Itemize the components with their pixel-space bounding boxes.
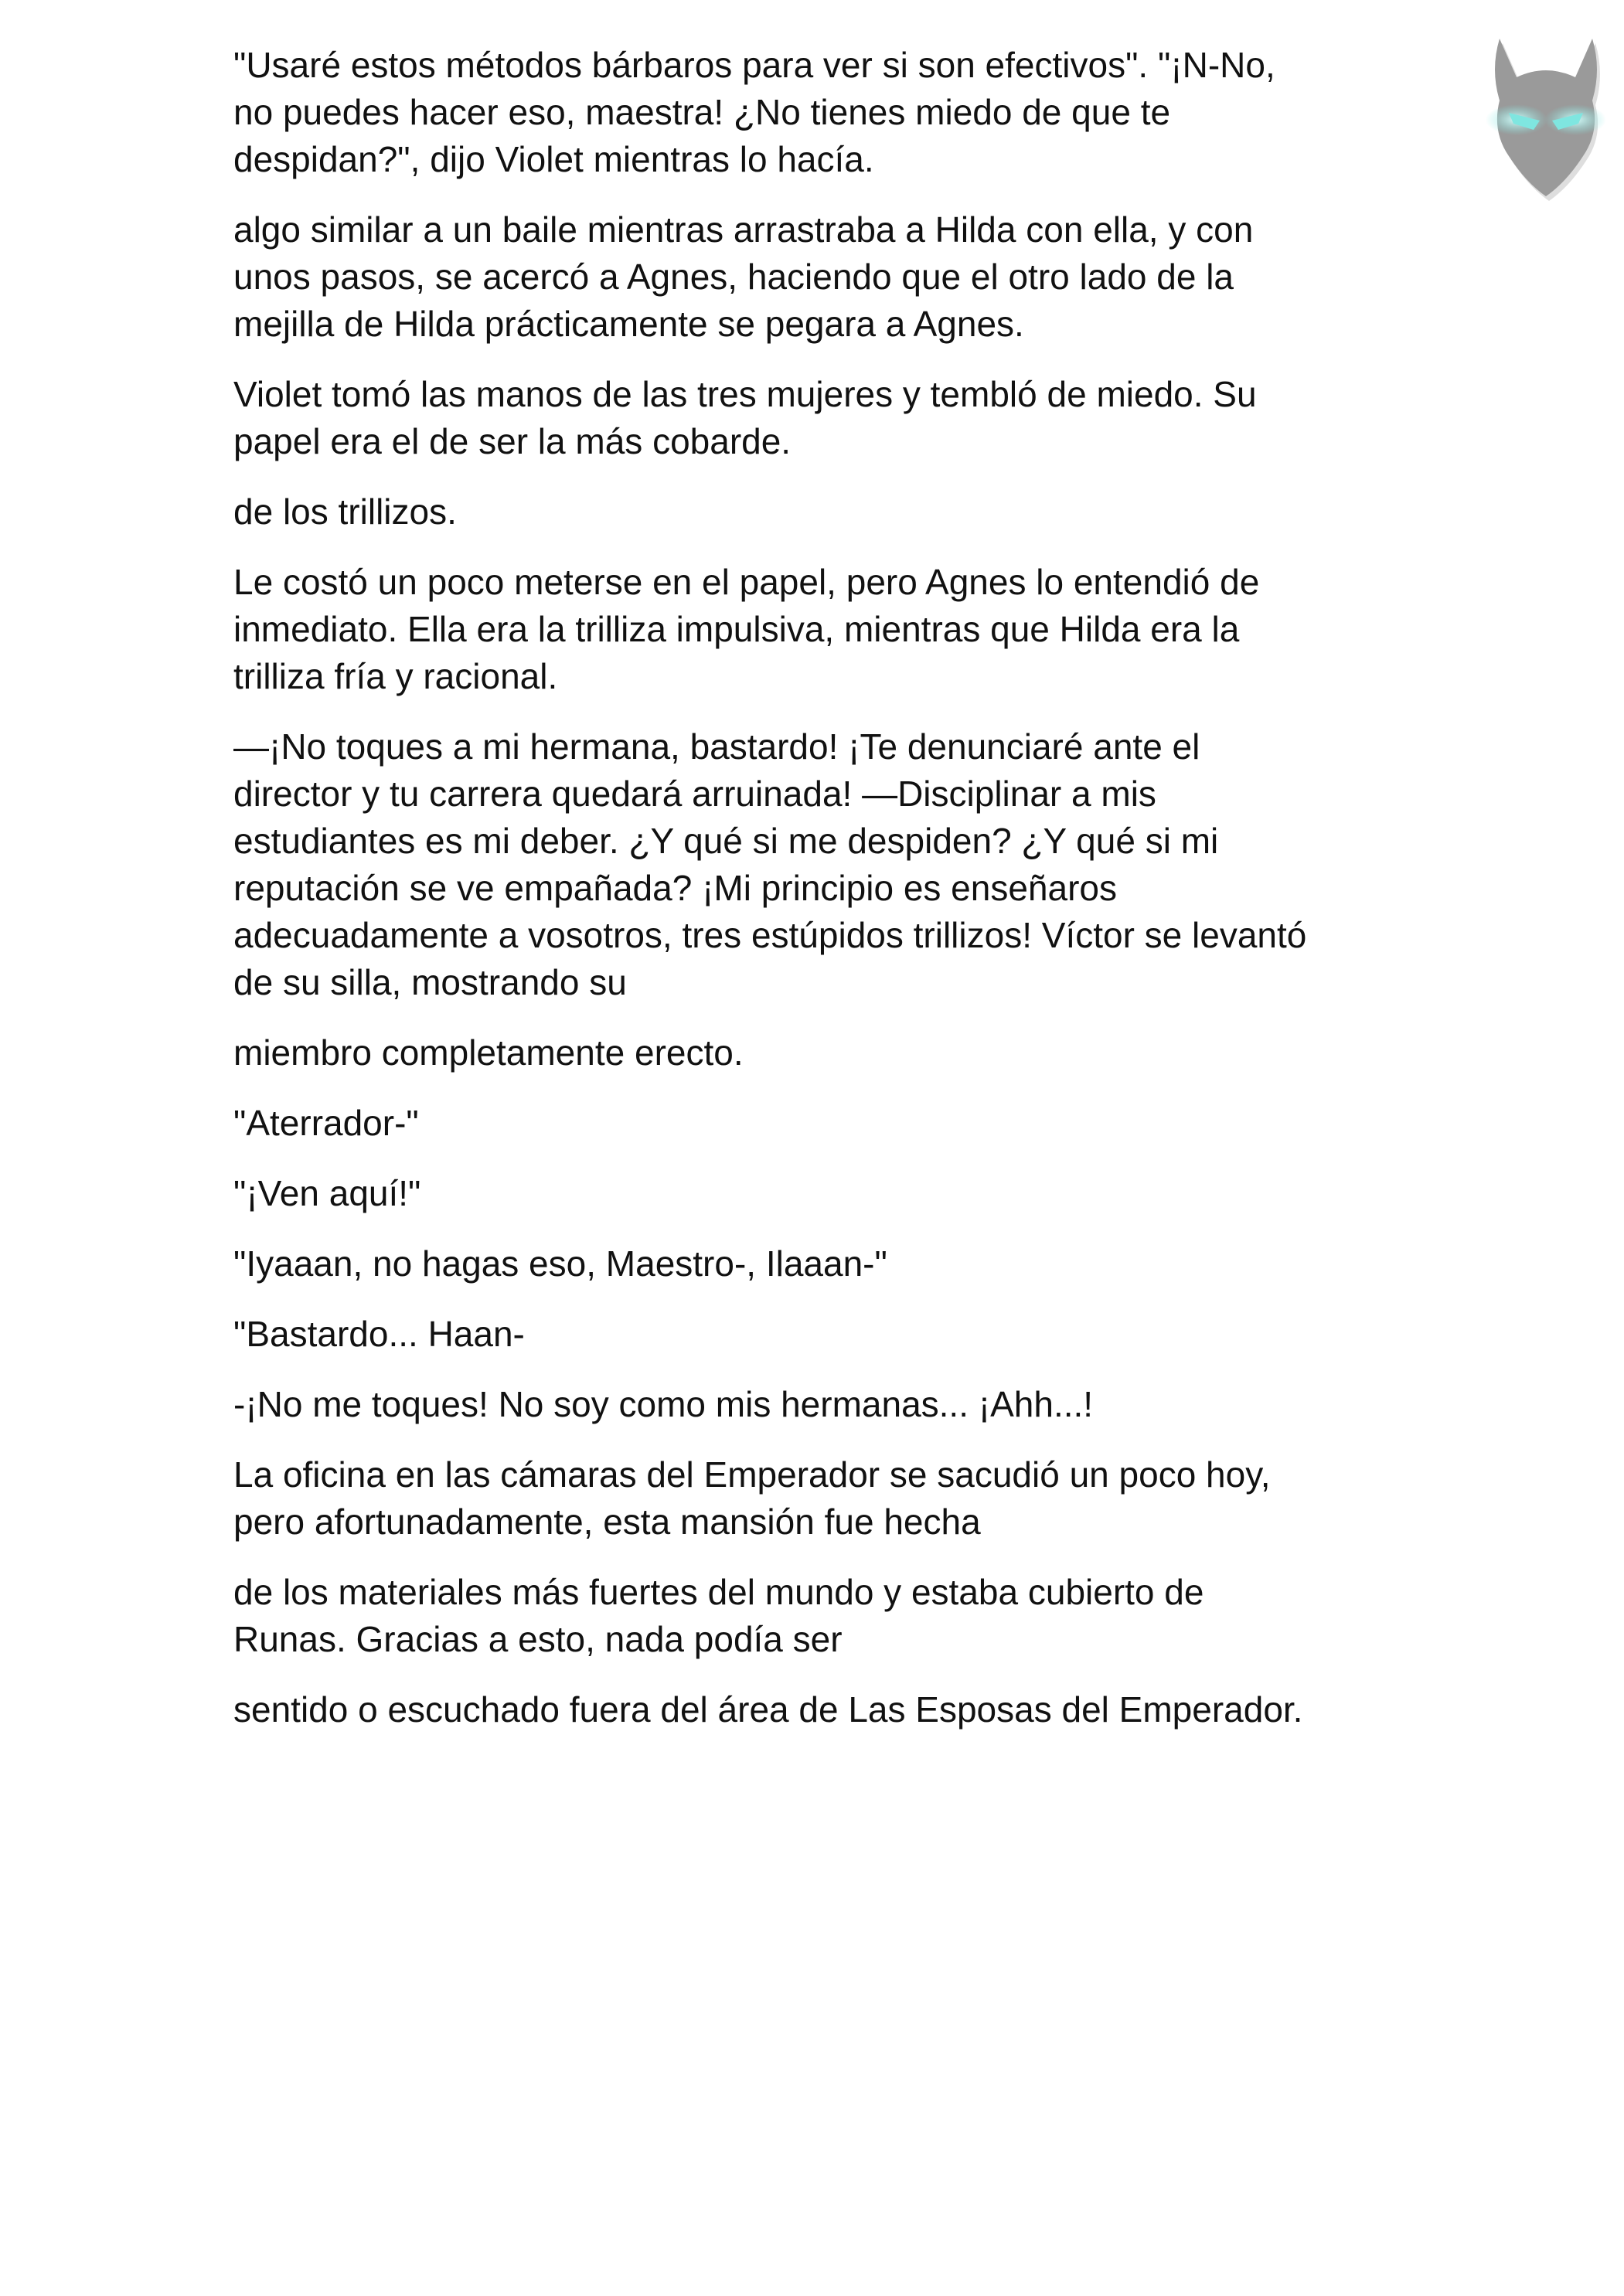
paragraph-6: —¡No toques a mi hermana, bastardo! ¡Te denunciaré ante el director y tu carrera quedará arruinada! —Disciplinar a mis estudiantes es mi deber. ¿Y qué si me despiden? ¿Y qué si mi reputación se ve empañada? ¡Mi principio es enseñaros adecuadamente a vosotros, tres estúpidos trillizos! Víctor se levantó de su silla, mostrando su bbox=[233, 726, 1307, 1002]
paragraph-3: Violet tomó las manos de las tres mujeres y tembló de miedo. Su papel era el de ser la más cobarde. bbox=[233, 374, 1257, 461]
paragraph-5: Le costó un poco meterse en el papel, pero Agnes lo entendió de inmediato. Ella era la trilliza impulsiva, mientras que Hilda era la trilliza fría y racional. bbox=[233, 562, 1260, 696]
paragraph-14: de los materiales más fuertes del mundo y estaba cubierto de Runas. Gracias a esto, nada podía ser bbox=[233, 1572, 1204, 1659]
paragraph-7: miembro completamente erecto. bbox=[233, 1032, 744, 1073]
paragraph-15: sentido o escuchado fuera del área de Las Esposas del Emperador. bbox=[233, 1689, 1303, 1730]
paragraph-4: de los trillizos. bbox=[233, 492, 457, 532]
paragraph-9: "¡Ven aquí!" bbox=[233, 1173, 421, 1213]
paragraph-2: algo similar a un baile mientras arrastraba a Hilda con ella, y con unos pasos, se acercó a Agnes, haciendo que el otro lado de la mejilla de Hilda prácticamente se pegara a Agnes. bbox=[233, 209, 1254, 344]
demon-head-logo-icon bbox=[1469, 23, 1623, 201]
paragraph-11: "Bastardo... Haan- bbox=[233, 1314, 525, 1354]
paragraph-12: -¡No me toques! No soy como mis hermanas... ¡Ahh...! bbox=[233, 1384, 1094, 1424]
paragraph-8: "Aterrador-" bbox=[233, 1103, 419, 1143]
body-text bbox=[233, 42, 1424, 1757]
paragraph-10: "Iyaaan, no hagas eso, Maestro-, Ilaaan-" bbox=[233, 1243, 887, 1284]
paragraph-1: "Usaré estos métodos bárbaros para ver si son efectivos". "¡N-No, no puedes hacer eso, maestra! ¿No tienes miedo de que te despidan?", dijo Violet mientras lo hacía. bbox=[233, 45, 1275, 179]
paragraph-13: La oficina en las cámaras del Emperador se sacudió un poco hoy, pero afortunadamente, esta mansión fue hecha bbox=[233, 1454, 1271, 1542]
